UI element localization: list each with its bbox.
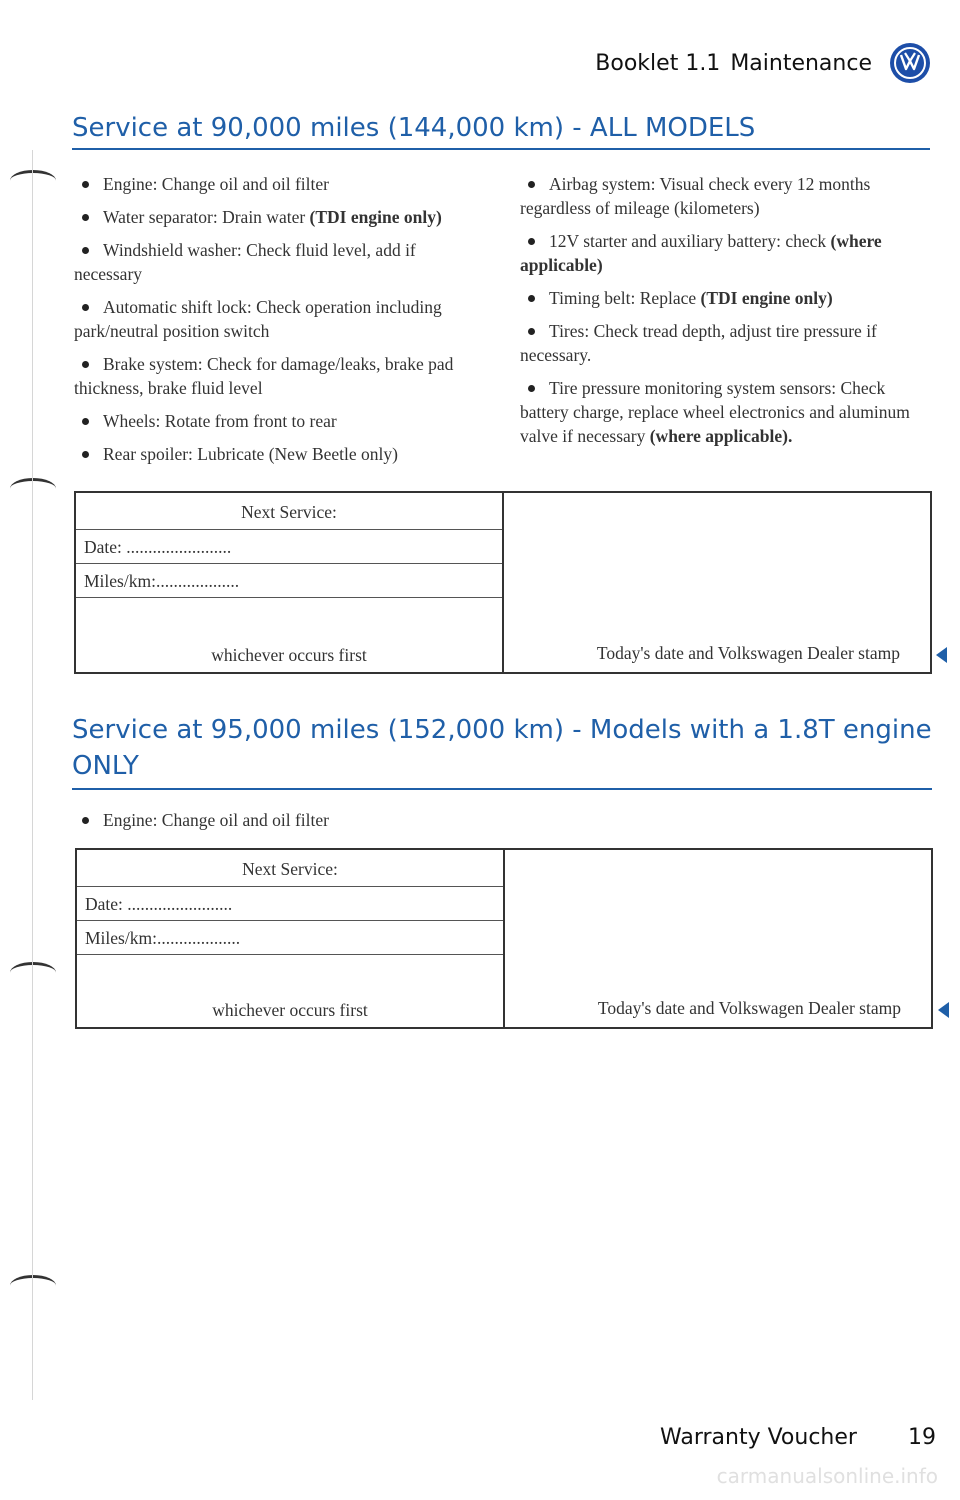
next-service-box (74, 491, 932, 674)
whichever-first-label: whichever occurs first (211, 645, 367, 665)
next-service-heading: Next Service: (77, 850, 503, 887)
service-item (74, 352, 484, 400)
service-item-list (520, 172, 932, 457)
service-item-text: Water separator: Drain water (103, 207, 310, 227)
service-item-text: Wheels: Rotate from front to rear (103, 411, 337, 431)
service-item (74, 172, 484, 196)
bullet-icon (528, 385, 535, 392)
service-item-text: Timing belt: Replace (549, 288, 701, 308)
binder-hole (10, 962, 56, 983)
service-item-note: (TDI engine only) (700, 288, 833, 308)
dealer-stamp-label: Today's date and Volkswagen Dealer stamp (597, 998, 901, 1018)
vw-logo-icon (890, 43, 930, 83)
service-item-text: Tires: Check tread depth, adjust tire pressure if necessary. (520, 321, 877, 365)
dealer-stamp-label: Today's date and Volkswagen Dealer stamp (596, 643, 900, 663)
bullet-icon (528, 328, 535, 335)
service-item-note: (where applicable) (520, 231, 882, 275)
bullet-icon (82, 247, 89, 254)
bullet-icon (528, 238, 535, 245)
service-item (74, 409, 484, 433)
service-item (520, 172, 932, 220)
service-item-text: 12V starter and auxiliary battery: check (549, 231, 831, 251)
bullet-icon (82, 817, 89, 824)
service-item (74, 442, 484, 466)
page-header (595, 40, 930, 86)
section-title: Service at 90,000 miles (144,000 km) - ALL MODELS (72, 110, 930, 150)
binder-hole (10, 478, 56, 499)
service-item-text: Automatic shift lock: Check operation including park/neutral position switch (74, 297, 442, 341)
service-item (520, 286, 932, 310)
service-item (520, 229, 932, 277)
date-field: Date: ........................ (76, 530, 502, 564)
binder-hole (10, 170, 56, 191)
bullet-icon (82, 214, 89, 221)
bullet-icon (82, 361, 89, 368)
whichever-first-label: whichever occurs first (212, 1000, 368, 1020)
service-item (74, 205, 484, 229)
miles-field: Miles/km:................... (76, 564, 502, 598)
binder-line (32, 150, 33, 1400)
next-service-form (76, 493, 504, 672)
page-footer (660, 1418, 940, 1458)
service-item (520, 319, 932, 367)
section-title: Service at 95,000 miles (152,000 km) - Models with a 1.8T engine ONLY (72, 712, 932, 790)
page-number: 19 (908, 1425, 936, 1450)
section-label: Maintenance (730, 50, 872, 76)
service-item (74, 238, 484, 286)
footer-title: Warranty Voucher (660, 1425, 857, 1450)
bullet-icon (82, 181, 89, 188)
next-service-form (77, 850, 505, 1027)
booklet-label: Booklet 1.1 (595, 50, 721, 76)
service-item-text: Airbag system: Visual check every 12 months regardless of mileage (kilometers) (520, 174, 871, 218)
service-item (74, 808, 484, 832)
service-item-text: Engine: Change oil and oil filter (103, 810, 329, 830)
next-service-box (75, 848, 933, 1029)
service-item-text: Rear spoiler: Lubricate (New Beetle only) (103, 444, 398, 464)
service-item (74, 295, 484, 343)
watermark: carmanualsonline.info (716, 1464, 938, 1488)
bullet-icon (82, 304, 89, 311)
next-service-heading: Next Service: (76, 493, 502, 530)
service-item-text: Engine: Change oil and oil filter (103, 174, 329, 194)
bullet-icon (528, 181, 535, 188)
service-item-list (74, 808, 484, 841)
miles-field: Miles/km:................... (77, 921, 503, 955)
service-item (520, 376, 932, 448)
arrow-left-icon (936, 647, 947, 663)
service-item-note: (TDI engine only) (309, 207, 442, 227)
bullet-icon (82, 451, 89, 458)
service-item-note: (where applicable). (649, 426, 793, 446)
bullet-icon (528, 295, 535, 302)
date-field: Date: ........................ (77, 887, 503, 921)
arrow-left-icon (938, 1002, 949, 1018)
service-item-text: Windshield washer: Check fluid level, add if necessary (74, 240, 416, 284)
bullet-icon (82, 418, 89, 425)
service-item-list (74, 172, 484, 475)
service-item-text: Brake system: Check for damage/leaks, brake pad thickness, brake fluid level (74, 354, 454, 398)
service-item-text: Tire pressure monitoring system sensors: Check battery charge, replace wheel electronics and aluminum valve if necessary (520, 378, 910, 446)
binder-hole (10, 1275, 56, 1296)
